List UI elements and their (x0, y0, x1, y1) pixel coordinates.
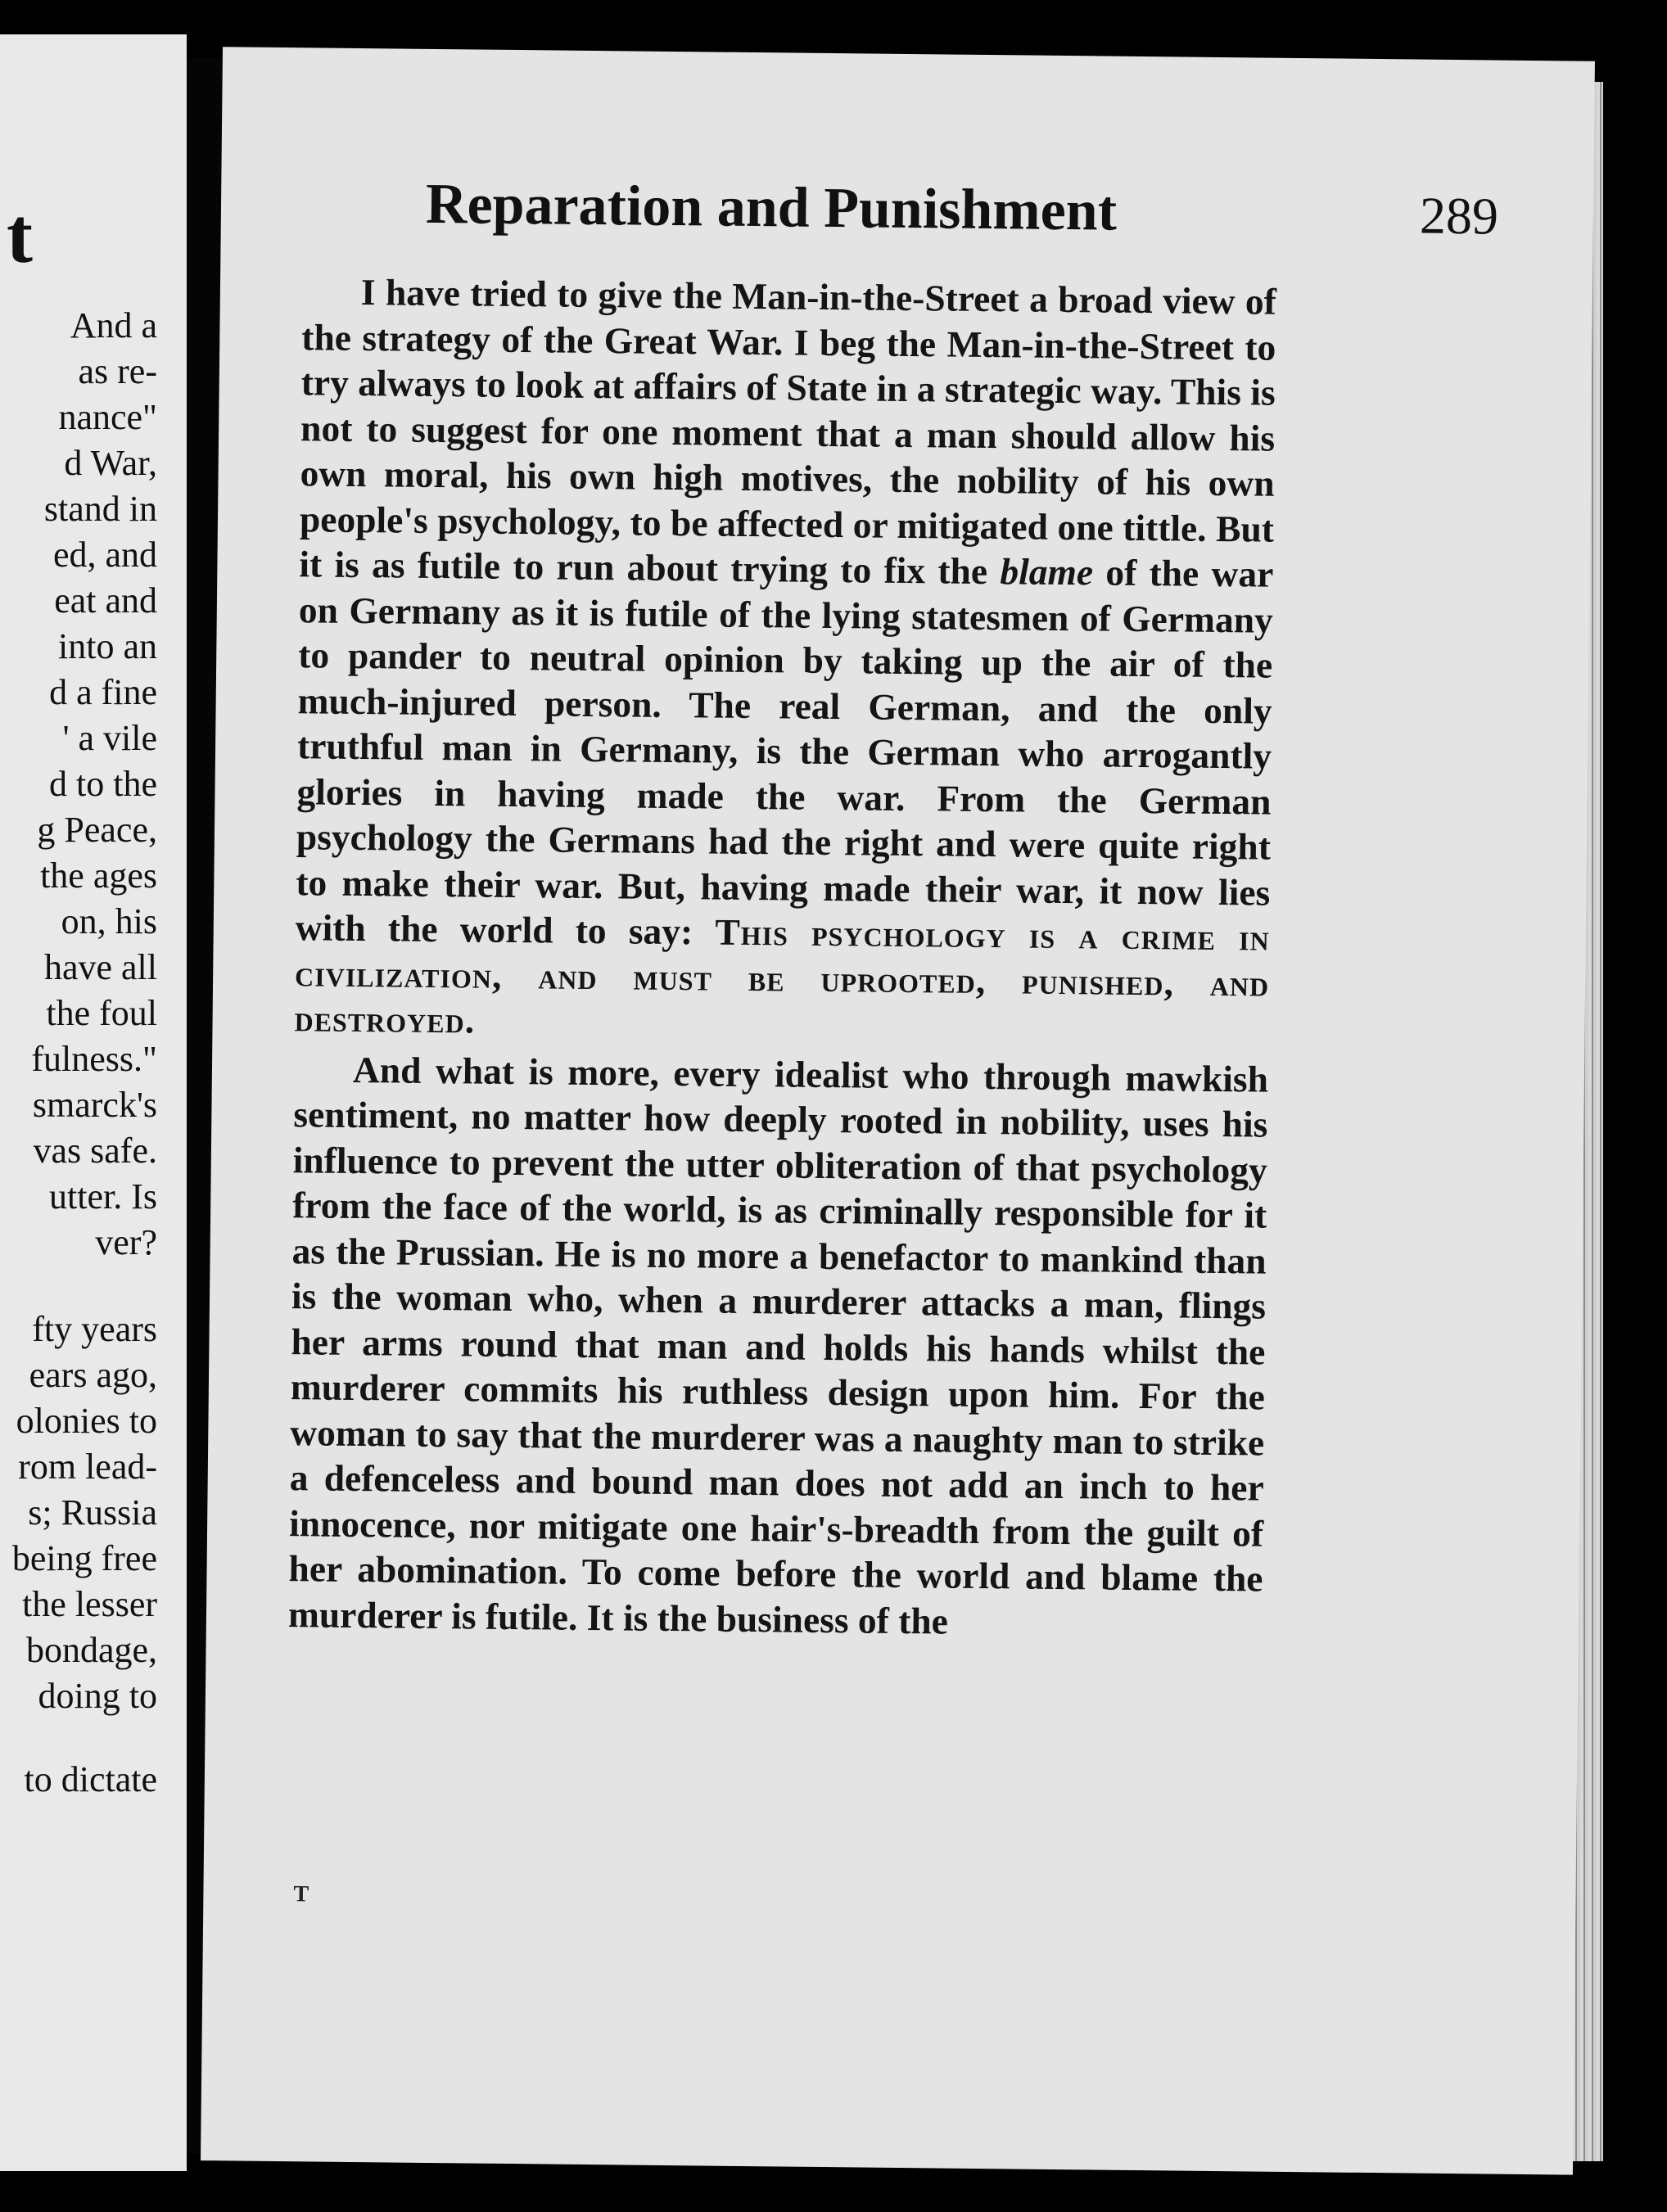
facing-line: ' a vile (62, 718, 157, 758)
paragraph-text: of the war on Germany as it is futile of the lying statesmen of Germany to pander to neutral opinion by taking up the air of the much-injured person. The real German, and the only truthful man in Germany, is the German who arrogantly glories in having made the war. From the German psychology the Germans had the right and were quite right to make their war. But, having made their war, it now lies with the world to say: (295, 551, 1274, 953)
facing-line: g Peace, (37, 810, 157, 850)
facing-line: being free (11, 1538, 157, 1578)
facing-line: stand in (43, 489, 157, 529)
facing-line: fty years (32, 1309, 157, 1349)
facing-page (0, 34, 187, 2171)
facing-line: have all (43, 947, 157, 987)
small-caps-statement: This psychology is a crime in civilization, and must be uprooted, punished, and destroyed. (294, 910, 1270, 1041)
facing-line: d a fine (49, 672, 157, 712)
paragraph (294, 269, 1276, 1051)
book-page (201, 47, 1595, 2174)
facing-line: ears ago, (29, 1355, 157, 1395)
paragraph: And what is more, every idealist who through mawkish sentiment, no matter how deeply rooted in nobility, uses his influence to prevent the utter obliteration of that psychology from the face of the world, is as criminally responsible for it as the Prussian. He is no more a benefactor to mankind than is the woman who, when a murderer attacks a man, flings her arms round that man and holds his hands whilst the murderer commits his ruthless design upon him. For the woman to say that the murderer was a naughty man to strike a defenceless and bound man does not add an inch to her innocence, nor mitigate one hair's-breadth from the guilt of her abomination. To come before the world and blame the murderer is futile. It is the business of the (287, 1048, 1269, 1642)
facing-line: ed, and (52, 535, 157, 575)
facing-line: bondage, (25, 1630, 157, 1670)
facing-line: olonies to (16, 1401, 157, 1441)
facing-line: s; Russia (28, 1492, 157, 1533)
facing-line: doing to (38, 1676, 157, 1716)
facing-line: nance" (58, 397, 157, 437)
facing-line: the foul (46, 993, 157, 1033)
signature-mark: T (293, 1881, 309, 1907)
facing-line: ver? (95, 1222, 157, 1262)
facing-line: the ages (40, 855, 157, 896)
facing-line: to dictate (24, 1759, 157, 1799)
facing-line: smarck's (32, 1085, 157, 1125)
body-text (288, 269, 1276, 1646)
facing-line: into an (58, 626, 157, 666)
running-header (426, 172, 1499, 249)
emphasis: blame (1000, 550, 1094, 594)
paragraph-text: I have tried to give the Man-in-the-Street a broad view of the strategy of the Great War. I beg the Man-in-the-Street to try always to look at affairs of State in a strategic way. This is not to suggest for one moment that a man should allow his own moral, his own high motives, the nobility of his own people's psychology, to be affected or mitigated one tittle. But it is as futile to run about trying to fix the (299, 271, 1277, 593)
facing-line: vas safe. (33, 1131, 157, 1171)
facing-line: the lesser (22, 1584, 157, 1624)
facing-line: as re- (78, 351, 157, 391)
page-number: 289 (1419, 186, 1499, 246)
facing-line: eat and (54, 580, 157, 621)
facing-page-heading-fragment: t (7, 192, 33, 279)
facing-line: d War, (64, 443, 157, 483)
facing-line: utter. Is (49, 1176, 157, 1217)
facing-line: on, his (61, 901, 157, 941)
facing-line: d to the (49, 764, 157, 804)
page-title: Reparation and Punishment (425, 172, 1118, 243)
facing-line: fulness." (31, 1039, 157, 1079)
facing-line: rom lead- (18, 1447, 157, 1487)
facing-line: And a (70, 305, 157, 345)
